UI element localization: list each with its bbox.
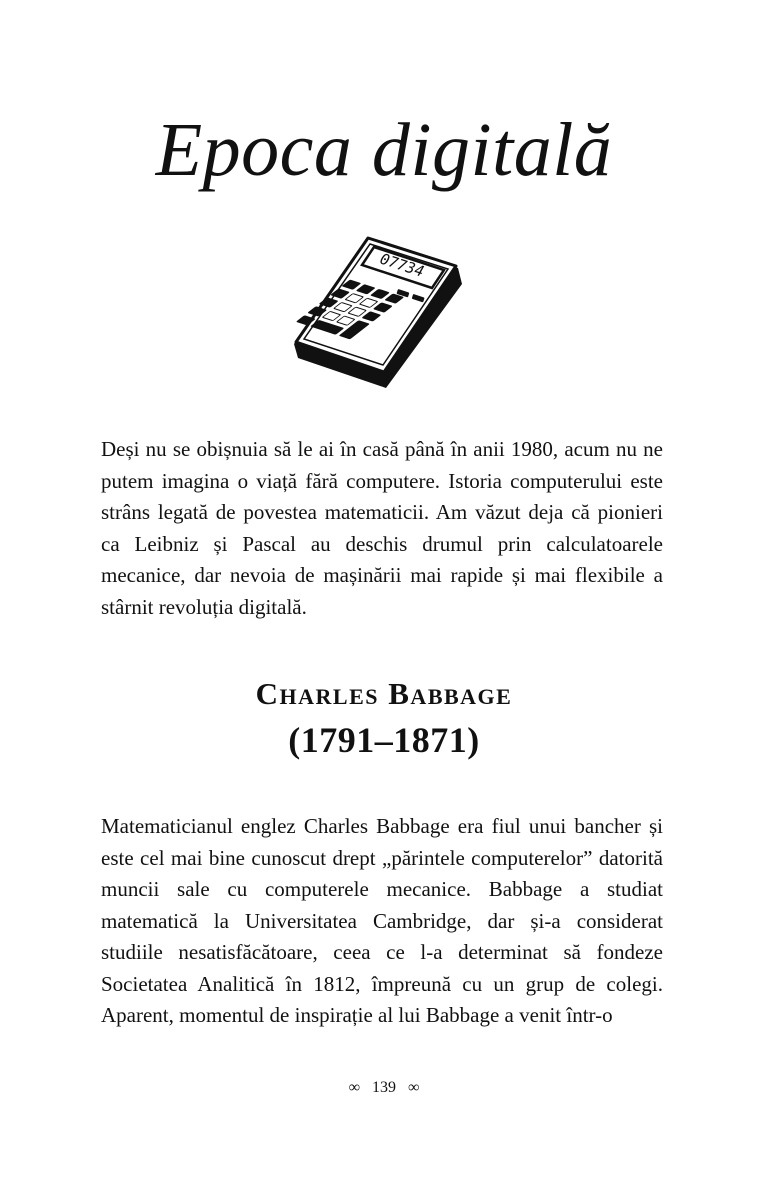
calculator-icon <box>290 232 470 392</box>
calculator-display: 07734 <box>377 249 427 281</box>
calculator-drawing <box>290 232 470 392</box>
body-paragraph: Matematicianul englez Charles Babbage era fiul unui bancher și este cel mai bine cunoscut drept „părintele computerelor” datorită muncii sale cu computerele mecanice. Babbage a studiat matematică la Universitatea Cambridge, dar și-a considerat studiile nesatisfăcătoare, ceea ce l-a determinat să fondeze Societatea Analitică în 1812, împreună cu un grup de colegi. Aparent, momentul de inspirație al lui Babbage a venit într-o <box>101 814 663 1027</box>
page-footer <box>0 1076 768 1100</box>
infinity-ornament-left: ∞ <box>348 1079 360 1096</box>
section-name: Charles Babbage <box>255 676 513 711</box>
page-number: 139 <box>372 1079 396 1096</box>
section-heading <box>0 672 768 764</box>
intro-paragraph: Deși nu se obișnuia să le ai în casă până în anii 1980, acum nu ne putem imagina o viață fără computere. Istoria computerului este strâns legată de povestea matematicii. Am văzut deja că pionieri ca Leibniz și Pascal au deschis drumul prin calculatoarele mecanice, dar nevoia de mașinării mai rapide și mai flexibile a stârnit revoluția digitală. <box>101 437 663 619</box>
section-years: (1791–1871) <box>288 720 480 760</box>
infinity-ornament-right: ∞ <box>408 1079 420 1096</box>
chapter-title: Epoca digitală <box>155 108 613 192</box>
